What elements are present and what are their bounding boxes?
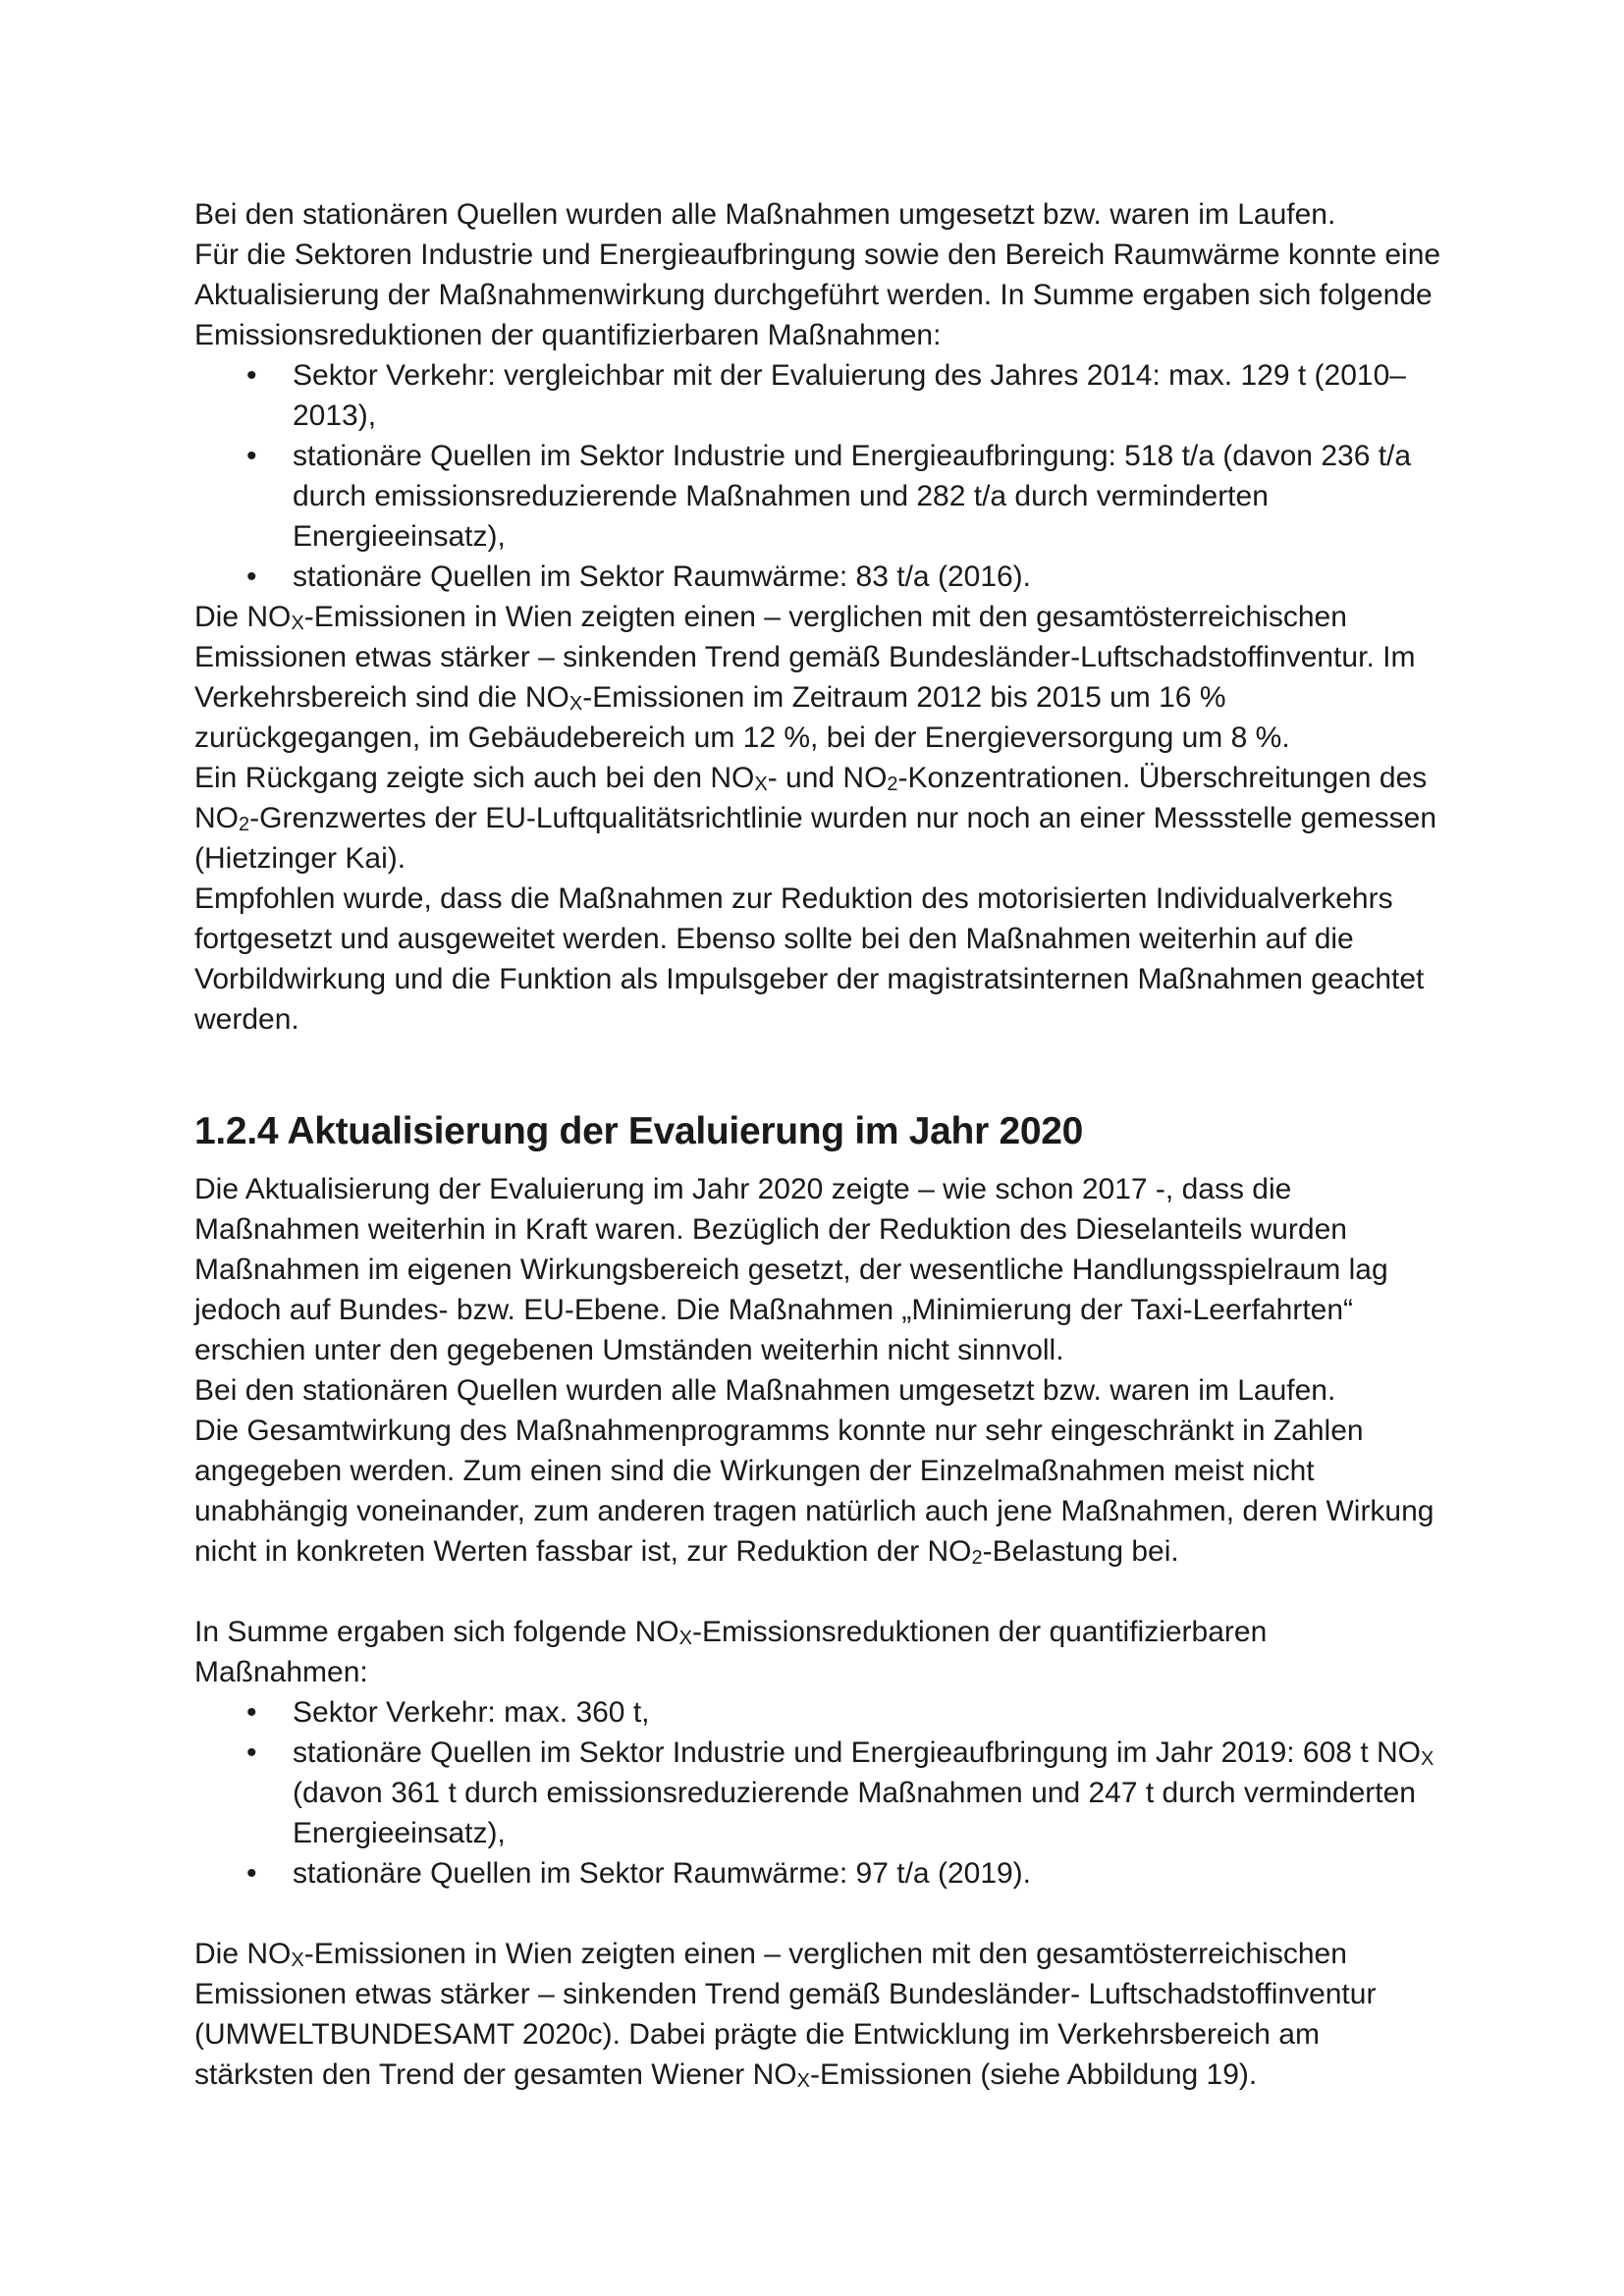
bullet-icon: • xyxy=(246,440,257,472)
paragraph-summary-intro: In Summe ergaben sich folgende $NO_X$-Emissionsreduktionen der quantifizierbaren Maßnahmen: xyxy=(194,1616,1268,1688)
paragraph-concentrations: Ein Rückgang zeigte sich auch bei den $NO_X-$ und $NO_2$-Konzentrationen. Überschreitungen des $NO_2$-Grenzwertes der EU-Luftqualitätsrichtlinie wurden nur noch an einer Messstelle gemessen (Hietzinger Kai). xyxy=(194,762,1437,875)
list-item xyxy=(246,1853,1441,1894)
list-item xyxy=(246,355,1441,436)
document-page xyxy=(194,194,1441,2095)
list-item xyxy=(246,436,1441,557)
bullet-icon: • xyxy=(246,1857,257,1890)
paragraph-sectors-update: Für die Sektoren Industrie und Energieaufbringung sowie den Bereich Raumwärme konnte eine Aktualisierung der Maßnahmenwirkung durchgeführt werden. In Summe ergaben sich folgende Emissionsreduktionen der quantifizierbaren Maßnahmen: xyxy=(194,239,1441,351)
paragraph-nox-trend: Die $NO_X$-Emissionen in Wien zeigten einen – verglichen mit den gesamtösterreichischen Emissionen etwas stärker – sinkenden Trend gemäß Bundesländer-Luftschadstoffinventur. Im Verkehrsbereich sind die $NO_X$-Emissionen im Zeitraum 2012 bis 2015 um 16 % zurückgegangen, im Gebäudebereich um 12 %, bei der Energieversorgung um 8 %. xyxy=(194,601,1416,754)
paragraph-stationary-sources: Bei den stationären Quellen wurden alle Maßnahmen umgesetzt bzw. waren im Laufen. xyxy=(194,198,1336,231)
list-item-text: stationäre Quellen im Sektor Industrie und Energieaufbringung: 518 t/a (davon 236 t/a durch emissionsreduzierende Maßnahmen und 282 t/a durch verminderten Energieeinsatz), xyxy=(293,440,1412,553)
bullet-icon: • xyxy=(246,359,257,392)
paragraph-nox-trend-2020: Die $NO_X$-Emissionen in Wien zeigten einen – verglichen mit den gesamtösterreichischen Emissionen etwas stärker – sinkenden Trend gemäß Bundesländer- Luftschadstoffinventur (UMWELTBUNDESAMT 2020c). Dabei prägte die Entwicklung im Verkehrsbereich am stärksten den Trend der gesamten Wiener $NO_X$-Emissionen (siehe Abbildung 19). xyxy=(194,1938,1377,2092)
list-item xyxy=(246,1692,1441,1733)
paragraph-recommendation: Empfohlen wurde, dass die Maßnahmen zur Reduktion des motorisierten Individualverkehrs fortgesetzt und ausgeweitet werden. Ebenso sollte bei den Maßnahmen weiterhin auf die Vorbildwirkung und die Funktion als Impulsgeber der magistratsinternen Maßnahmen geachtet werden. xyxy=(194,882,1425,1036)
bullet-icon: • xyxy=(246,1696,257,1729)
paragraph-overall-effect: Die Gesamtwirkung des Maßnahmenprogramms konnte nur sehr eingeschränkt in Zahlen angegeben werden. Zum einen sind die Wirkungen der Einzelmaßnahmen meist nicht unabhängig voneinander, zum anderen tragen natürlich auch jene Maßnahmen, deren Wirkung nicht in konkreten Werten fassbar ist, zur Reduktion der $NO_2$-Belastung bei. xyxy=(194,1415,1435,1569)
list-item-text: stationäre Quellen im Sektor Raumwärme: 97 t/a (2019). xyxy=(293,1857,1032,1890)
reduction-list-2020 xyxy=(194,1692,1441,1894)
reduction-list-2017 xyxy=(194,355,1441,597)
list-item-text: Sektor Verkehr: vergleichbar mit der Evaluierung des Jahres 2014: max. 129 t (2010–2013), xyxy=(293,359,1406,432)
bullet-icon: • xyxy=(246,1736,257,1769)
paragraph-stationary-sources-2020: Bei den stationären Quellen wurden alle Maßnahmen umgesetzt bzw. waren im Laufen. xyxy=(194,1374,1336,1407)
list-item-text: stationäre Quellen im Sektor Industrie und Energieaufbringung im Jahr 2019: 608 t $NO_X$ (davon 361 t durch emissionsreduzierende Maßnahmen und 247 t durch verminderten Energieeinsatz), xyxy=(293,1736,1435,1849)
paragraph-spacer xyxy=(194,1894,1441,1934)
paragraph-evaluation-2020: Die Aktualisierung der Evaluierung im Jahr 2020 zeigte – wie schon 2017 -, dass die Maßnahmen weiterhin in Kraft waren. Bezüglich der Reduktion des Dieselanteils wurden Maßnahmen im eigenen Wirkungsbereich gesetzt, der wesentliche Handlungsspielraum lag jedoch auf Bundes- bzw. EU-Ebene. Die Maßnahmen „Minimierung der Taxi-Leerfahrten“ erschien unter den gegebenen Umständen weiterhin nicht sinnvoll. xyxy=(194,1173,1388,1366)
list-item-text: stationäre Quellen im Sektor Raumwärme: 83 t/a (2016). xyxy=(293,561,1032,593)
section-heading: 1.2.4 Aktualisierung der Evaluierung im Jahr 2020 xyxy=(194,1110,1084,1152)
list-item xyxy=(246,1733,1441,1853)
list-item xyxy=(246,557,1441,597)
list-item-text: Sektor Verkehr: max. 360 t, xyxy=(293,1696,650,1729)
bullet-icon: • xyxy=(246,561,257,593)
paragraph-spacer xyxy=(194,1572,1441,1612)
